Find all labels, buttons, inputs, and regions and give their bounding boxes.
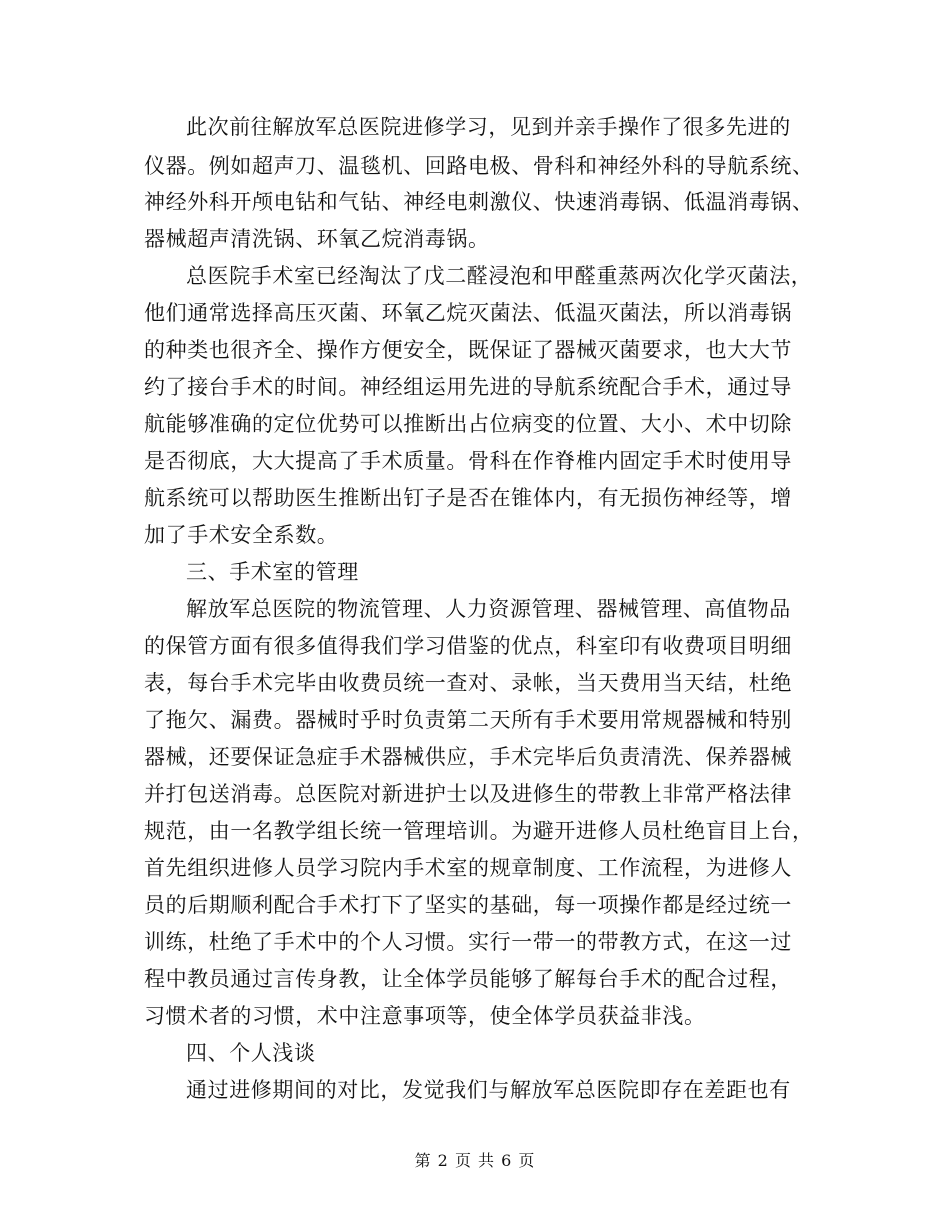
paragraph-line: 他们通常选择高压灭菌、环氧乙烷灭菌法、低温灭菌法，所以消毒锅 — [144, 301, 792, 325]
paragraph-line: 表，每台手术完毕由收费员统一查对、录帐，当天费用当天结，杜绝 — [144, 671, 792, 695]
paragraph-line: 的保管方面有很多值得我们学习借鉴的优点，科室印有收费项目明细 — [144, 634, 792, 658]
paragraph-line: 并打包送消毒。总医院对新进护士以及进修生的带教上非常严格法律 — [144, 782, 792, 806]
paragraph-line: 的种类也很齐全、操作方便安全，既保证了器械灭菌要求，也大大节 — [144, 338, 792, 362]
section-heading: 四、个人浅谈 — [186, 1041, 316, 1065]
paragraph-line: 解放军总医院的物流管理、人力资源管理、器械管理、高值物品 — [186, 597, 791, 621]
paragraph-line: 航系统可以帮助医生推断出钉子是否在锥体内，有无损伤神经等，增 — [144, 486, 792, 510]
paragraph-line: 程中教员通过言传身教，让全体学员能够了解每台手术的配合过程， — [144, 967, 792, 991]
paragraph-line: 器械，还要保证急症手术器械供应，手术完毕后负责清洗、保养器械 — [144, 745, 792, 769]
paragraph-line: 员的后期顺利配合手术打下了坚实的基础，每一项操作都是经过统一 — [144, 893, 792, 917]
paragraph-line: 是否彻底，大大提高了手术质量。骨科在作脊椎内固定手术时使用导 — [144, 449, 792, 473]
paragraph-line: 总医院手术室已经淘汰了戊二醛浸泡和甲醛重蒸两次化学灭菌法， — [186, 264, 813, 288]
section-heading: 三、手术室的管理 — [186, 560, 359, 584]
paragraph-line: 器械超声清洗锅、环氧乙烷消毒锅。 — [144, 227, 490, 251]
paragraph-line: 首先组织进修人员学习院内手术室的规章制度、工作流程，为进修人 — [144, 856, 792, 880]
paragraph-line: 规范，由一名教学组长统一管理培训。为避开进修人员杜绝盲目上台， — [144, 819, 814, 843]
paragraph-line: 此次前往解放军总医院进修学习，见到并亲手操作了很多先进的 — [186, 115, 791, 139]
paragraph-line: 加了手术安全系数。 — [144, 523, 339, 547]
paragraph-line: 通过进修期间的对比，发觉我们与解放军总医院即存在差距也有 — [186, 1078, 791, 1102]
paragraph-line: 仪器。例如超声刀、温毯机、回路电极、骨科和神经外科的导航系统、 — [144, 154, 814, 178]
paragraph-line: 神经外科开颅电钻和气钻、神经电刺激仪、快速消毒锅、低温消毒锅、 — [144, 190, 814, 214]
paragraph-line: 约了接台手术的时间。神经组运用先进的导航系统配合手术，通过导 — [144, 375, 792, 399]
paragraph-line: 了拖欠、漏费。器械时乎时负责第二天所有手术要用常规器械和特别 — [144, 708, 792, 732]
paragraph-line: 习惯术者的习惯，术中注意事项等，使全体学员获益非浅。 — [144, 1004, 706, 1028]
paragraph-line: 训练，杜绝了手术中的个人习惯。实行一带一的带教方式，在这一过 — [144, 930, 792, 954]
paragraph-line: 航能够准确的定位优势可以推断出占位病变的位置、大小、术中切除 — [144, 412, 792, 436]
page-footer: 第 2 页 共 6 页 — [414, 1151, 536, 1170]
